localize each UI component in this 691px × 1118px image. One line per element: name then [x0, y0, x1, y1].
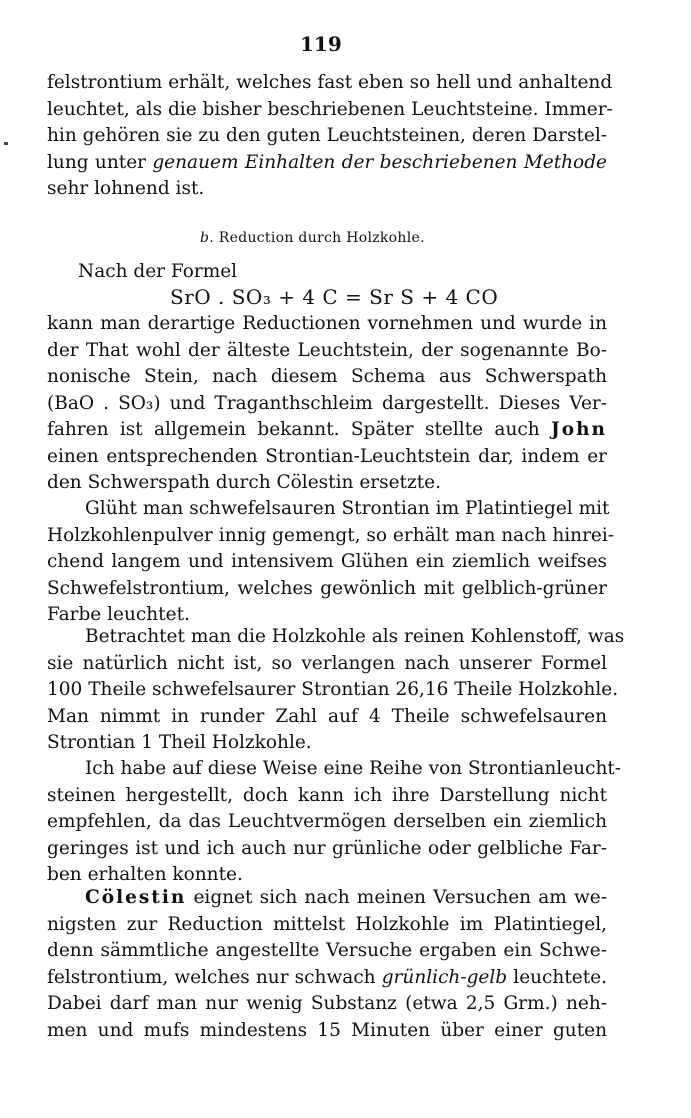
formula-intro: Nach der Formel — [78, 261, 238, 282]
text-line: der That wohl der älteste Leuchtstein, der sogenannte Bo- — [47, 339, 607, 361]
text-line: denn sämmtliche angestellte Versuche ergaben ein Schwe- — [47, 940, 607, 961]
page-number: 119 — [300, 32, 342, 56]
paragraph-2 — [47, 311, 607, 497]
text-line: Glüht man schwefelsauren Strontian im Platintiegel mit — [85, 498, 610, 519]
text-line: Betrachtet man die Holzkohle als reinen Kohlenstoff, was — [85, 626, 625, 647]
emphasis-text: grünlich-gelb — [381, 966, 508, 988]
text-fragment: eignet sich nach meinen Versuchen am we- — [193, 887, 607, 908]
text-line: nigsten zur Reduction mittelst Holzkohle im Platintiegel, — [47, 913, 607, 935]
text-line: men und mufs mindestens 15 Minuten über einer guten — [47, 1019, 607, 1041]
text-line: empfehlen, da das Leuchtvermögen derselben ein ziemlich — [47, 811, 607, 832]
text-line — [47, 885, 607, 912]
text-line: den Schwerspath durch Cölestin ersetzte. — [47, 472, 441, 493]
text-line — [47, 150, 607, 177]
paragraph-3 — [47, 496, 615, 629]
text-line: 100 Theile schwefelsaurer Strontian 26,16 Theile Holzkohle. — [47, 679, 619, 700]
text-line: einen entsprechenden Strontian-Leuchtstein dar, indem er — [47, 445, 607, 467]
text-line: Ich habe auf diese Weise eine Reihe von Strontianleucht- — [85, 758, 622, 779]
text-fragment: fahren ist allgemein bekannt. Später stellte auch — [47, 419, 540, 440]
chemical-formula: SrO . SO₃ + 4 C = Sr S + 4 CO — [170, 285, 499, 309]
text-line: hin gehören sie zu den guten Leuchtsteinen, deren Darstel- — [47, 125, 607, 146]
margin-mark — [4, 142, 8, 145]
text-line — [47, 965, 607, 992]
emphasis-text: genauem Einhalten der beschriebenen Methode — [152, 151, 607, 173]
paragraph-1 — [47, 70, 613, 203]
text-line — [47, 417, 607, 444]
subheading-letter: b. — [200, 230, 215, 246]
paragraph-6 — [47, 885, 607, 1044]
text-line: kann man derartige Reductionen vornehmen und wurde in — [47, 313, 607, 334]
text-line: geringes ist und ich auch nur grünliche oder gelbliche Far- — [47, 837, 607, 859]
text-line: felstrontium erhält, welches fast eben so hell und anhaltend — [47, 72, 613, 93]
highlight-term: Cölestin — [85, 887, 187, 908]
text-line: (BaO . SO₃) und Traganthschleim dargestellt. Dieses Ver- — [47, 392, 607, 414]
section-subheading — [200, 229, 500, 247]
author-name: John — [550, 419, 607, 440]
text-line: Dabei darf man nur wenig Substanz (etwa 2,5 Grm.) neh- — [47, 993, 607, 1014]
paragraph-4 — [47, 624, 625, 757]
text-fragment: leuchtete. — [513, 966, 607, 988]
text-line: Schwefelstrontium, welches gewönlich mit gelblich-grüner — [47, 577, 607, 599]
text-line: Man nimmt in runder Zahl auf 4 Theile schwefelsauren — [47, 705, 607, 727]
text-line: Strontian 1 Theil Holzkohle. — [47, 732, 312, 753]
paragraph-5 — [47, 756, 622, 889]
text-line: leuchtet, als die bisher beschriebenen Leuchtsteine. Immer- — [47, 98, 613, 120]
subheading-title: Reduction durch Holzkohle. — [218, 230, 425, 246]
text-line: ben erhalten konnte. — [47, 864, 243, 885]
text-fragment: lung unter — [47, 151, 146, 173]
text-line: chend langem und intensivem Glühen ein ziemlich weifses — [47, 551, 607, 572]
text-line: steinen hergestellt, doch kann ich ihre Darstellung nicht — [47, 784, 607, 806]
text-line: sie natürlich nicht ist, so verlangen nach unserer Formel — [47, 652, 607, 674]
text-line: sehr lohnend ist. — [47, 178, 205, 199]
text-line: Holzkohlenpulver innig gemengt, so erhält man nach hinrei- — [47, 524, 615, 546]
text-fragment: felstrontium, welches nur schwach — [47, 966, 376, 988]
text-line: nonische Stein, nach diesem Schema aus Schwerspath — [47, 366, 607, 387]
text-line: Farbe leuchtet. — [47, 604, 190, 625]
